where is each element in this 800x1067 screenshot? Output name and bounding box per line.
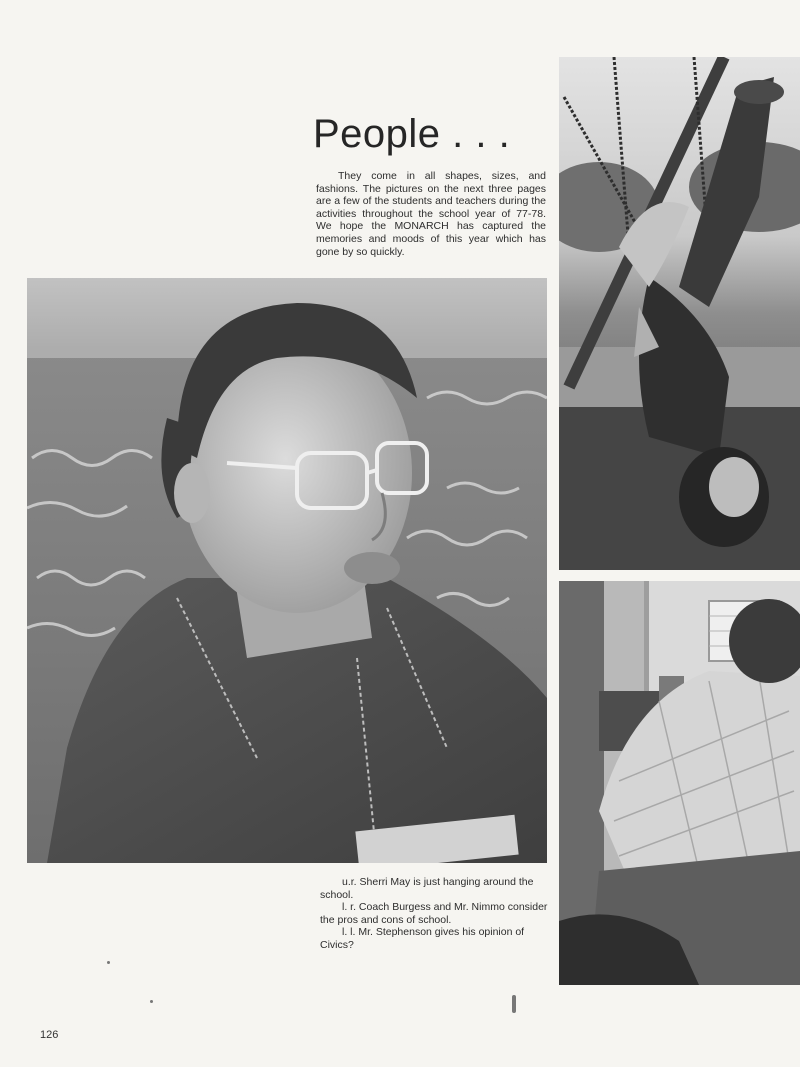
caption-lower-right: l. r. Coach Burgess and Mr. Nimmo consider the pros and cons of school. (320, 901, 548, 926)
page-number: 126 (40, 1029, 59, 1041)
print-speck (150, 1000, 153, 1003)
print-speck (107, 961, 110, 964)
caption-upper-right: u.r. Sherri May is just hanging around the school. (320, 876, 534, 901)
intro-paragraph: They come in all shapes, sizes, and fashions. The pictures on the next three pages are a few of the students and teachers during the activities throughout the school year of 77-78. We hope the MONARCH has captured the memories and moods of this year which has gone by so quickly. (316, 170, 546, 258)
caption-lower-left: l. l. Mr. Stephenson gives his opinion of Civics? (320, 926, 525, 951)
page-title: People . . . (313, 112, 511, 156)
print-speck (512, 995, 516, 1013)
office-photo (559, 581, 800, 985)
caption-block (320, 876, 550, 952)
swing-photo (559, 57, 800, 570)
teacher-portrait-photo (27, 278, 547, 863)
